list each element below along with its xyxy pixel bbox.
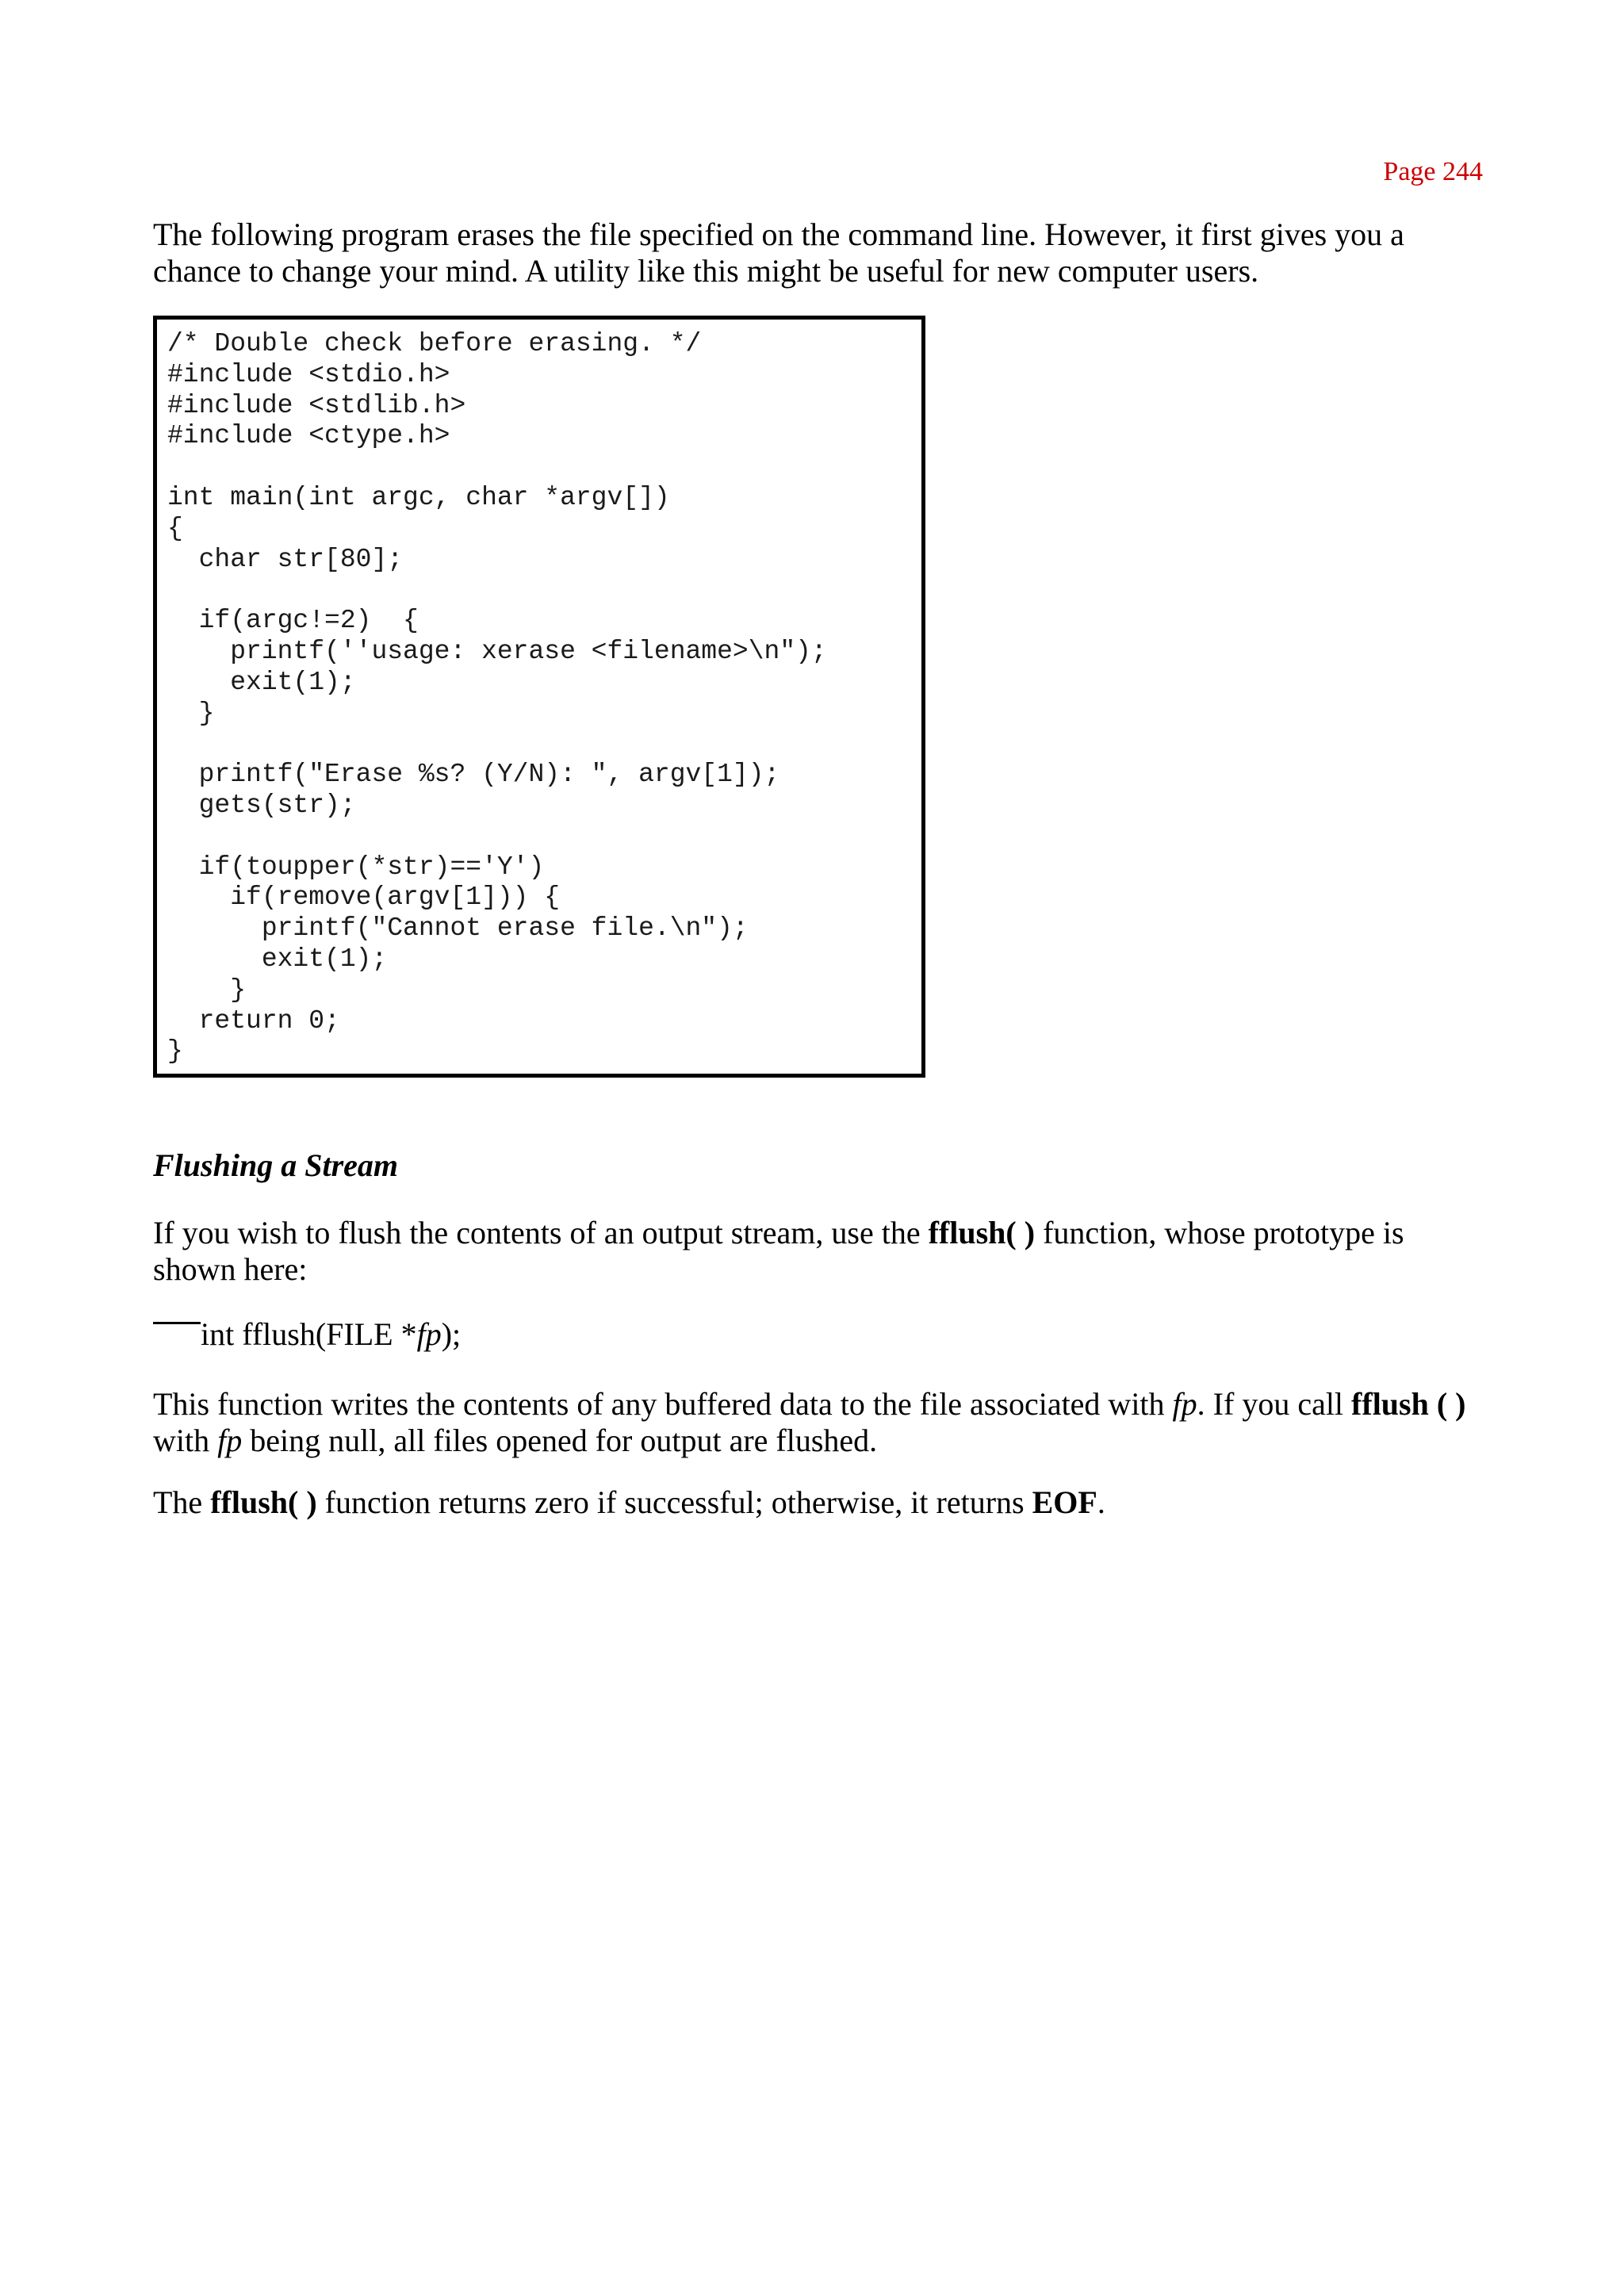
prototype-text-after: ); bbox=[441, 1316, 462, 1352]
fflush-prototype bbox=[201, 1316, 461, 1353]
page-number: Page 244 bbox=[1383, 157, 1483, 186]
writes-text-1: This function writes the contents of any buffered data to the file associated with bbox=[153, 1386, 1173, 1422]
code-listing-box bbox=[153, 316, 925, 1078]
flush-paragraph bbox=[153, 1215, 1485, 1288]
returns-text-2: function returns zero if successful; otherwise, it returns bbox=[316, 1484, 1032, 1520]
writes-paragraph bbox=[153, 1386, 1485, 1459]
prototype-param: fp bbox=[416, 1316, 442, 1352]
writes-text-4: being null, all files opened for output are flushed. bbox=[242, 1423, 878, 1458]
returns-paragraph bbox=[153, 1484, 1485, 1521]
flush-text-after: function, whose prototype is shown here: bbox=[153, 1215, 1404, 1287]
writes-fp-2: fp bbox=[217, 1423, 243, 1458]
returns-fflush-name: fflush( ) bbox=[210, 1484, 317, 1520]
intro-paragraph: The following program erases the file specified on the command line. However, it first gives you a chance to change your mind. A utility like this might be useful for new computer users. bbox=[153, 216, 1404, 289]
returns-text-1: The bbox=[153, 1484, 211, 1520]
prototype-rule bbox=[153, 1322, 201, 1324]
returns-text-3: . bbox=[1097, 1484, 1105, 1520]
fflush-function-name: fflush( ) bbox=[928, 1215, 1036, 1250]
writes-text-2: . If you call bbox=[1197, 1386, 1352, 1422]
flush-text-before: If you wish to flush the contents of an output stream, use the bbox=[153, 1215, 929, 1250]
eof-constant: EOF bbox=[1032, 1484, 1097, 1520]
code-listing: /* Double check before erasing. */ #include <stdio.h> #include <stdlib.h> #include <ctype.h> int main(int argc, char *argv[]) { char str[80]; if(argc!=2) { printf(''usage: xerase <filename>\n"); exit(1); } printf("Erase %s? (Y/N): ", argv[1]); gets(str); if(toupper(*str)=='Y') if(remove(argv[1])) { printf("Cannot erase file.\n"); exit(1); } return 0; } bbox=[167, 329, 827, 1067]
writes-fp-1: fp bbox=[1172, 1386, 1197, 1422]
writes-fflush-name: fflush ( ) bbox=[1351, 1386, 1466, 1422]
section-heading: Flushing a Stream bbox=[153, 1147, 399, 1183]
writes-text-3: with bbox=[153, 1423, 218, 1458]
prototype-text-before: int fflush(FILE * bbox=[201, 1316, 417, 1352]
